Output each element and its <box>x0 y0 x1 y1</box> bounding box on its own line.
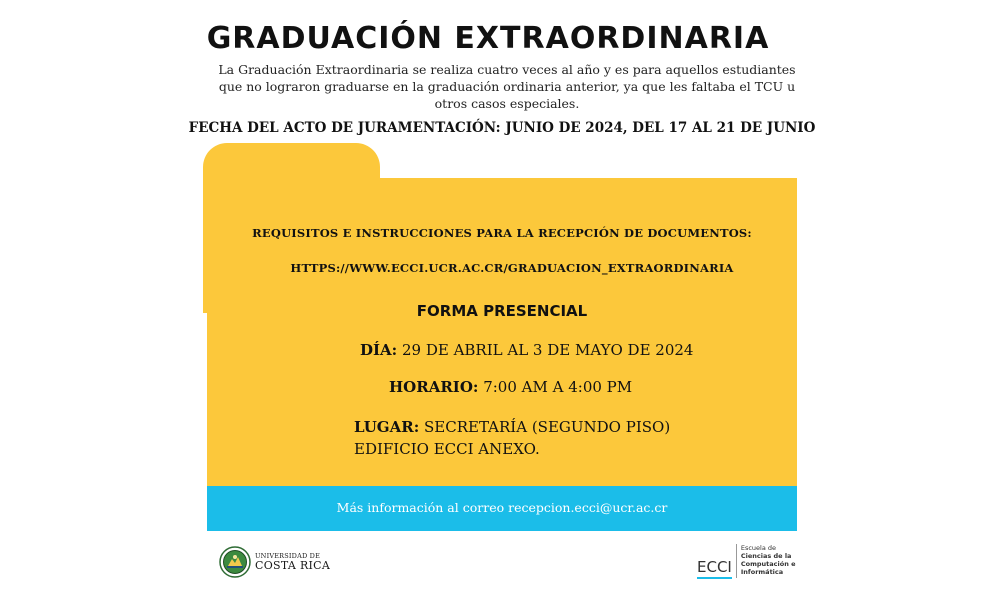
ecci-logo <box>697 544 796 580</box>
lugar-value: SECRETARÍA (SEGUNDO PISO) <box>419 418 671 436</box>
ucr-logo <box>219 545 330 579</box>
lugar-line <box>354 416 670 460</box>
dia-label: DÍA: <box>360 341 398 359</box>
ceremony-date: FECHA DEL ACTO DE JURAMENTACIÓN: JUNIO DE 2024, DEL 17 AL 21 DE JUNIO <box>188 120 816 136</box>
horario-line <box>389 378 632 396</box>
ecci-separator <box>736 544 737 578</box>
lugar-value-2: EDIFICIO ECCI ANEXO. <box>354 440 540 458</box>
requirements-link[interactable]: HTTPS://WWW.ECCI.UCR.AC.CR/GRADUACION_EXTRAORDINARIA <box>290 261 734 275</box>
requirements-title: REQUISITOS E INSTRUCCIONES PARA LA RECEPCIÓN DE DOCUMENTOS: <box>252 226 752 240</box>
ecci-desc-2: Ciencias de la <box>740 552 792 560</box>
ucr-seal-icon <box>219 546 251 578</box>
lugar-label: LUGAR: <box>354 418 420 436</box>
dia-line <box>360 341 693 359</box>
intro-paragraph: La Graduación Extraordinaria se realiza cuatro veces al año y es para aquellos estudiantes que no lograron graduarse en la graduación ordinaria anterior, ya que les faltaba el TCU u otros casos especiales. <box>218 62 796 111</box>
ecci-wordmark: ECCI <box>697 558 732 579</box>
ecci-description <box>741 544 796 576</box>
dia-value: 29 DE ABRIL AL 3 DE MAYO DE 2024 <box>397 341 694 359</box>
horario-label: HORARIO: <box>389 378 479 396</box>
ucr-line-1: UNIVERSIDAD DE <box>255 551 321 560</box>
contact-email[interactable]: Más información al correo recepcion.ecci@ucr.ac.cr <box>336 500 668 515</box>
page-title: GRADUACIÓN EXTRAORDINARIA <box>206 21 770 56</box>
ecci-desc-4: Informática <box>740 568 784 576</box>
horario-value: 7:00 AM A 4:00 PM <box>478 378 633 396</box>
ecci-desc-3: Computación e <box>740 560 796 568</box>
mode-heading: FORMA PRESENCIAL <box>416 302 588 320</box>
ecci-desc-1: Escuela de <box>740 544 777 552</box>
ucr-wordmark <box>255 553 330 572</box>
contact-bar <box>207 486 797 531</box>
ucr-line-2: COSTA RICA <box>255 559 331 573</box>
